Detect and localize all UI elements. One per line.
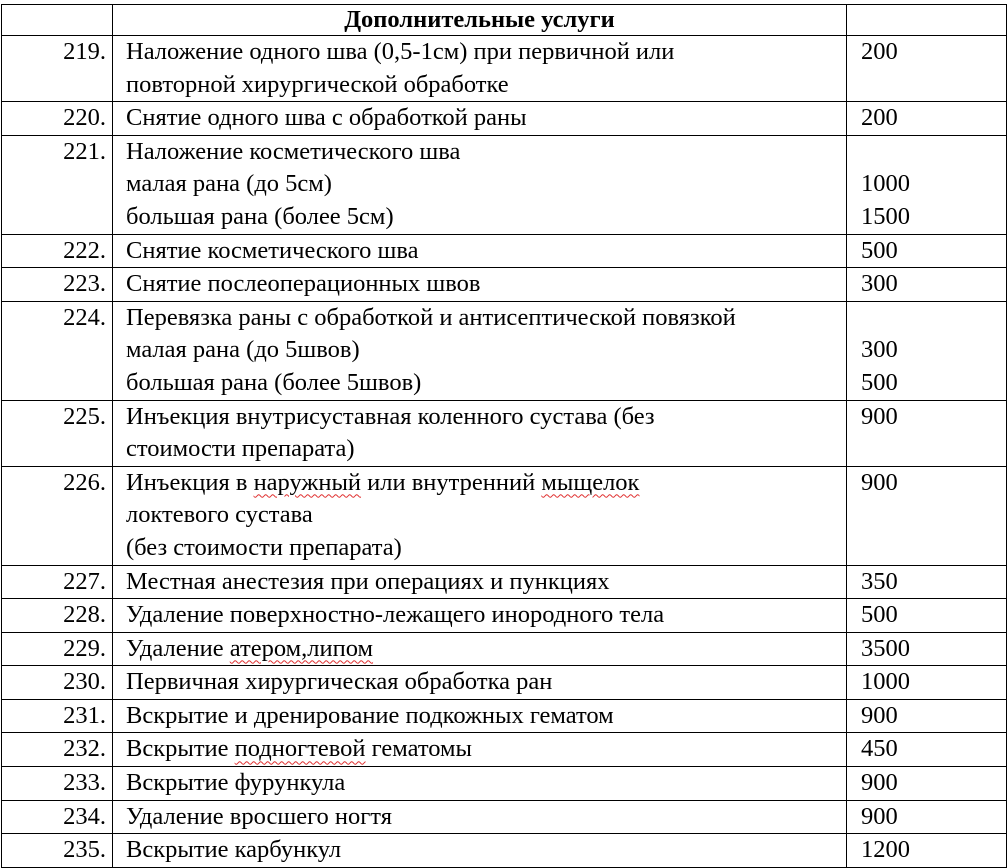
service-price-line: 900 [861,402,898,430]
service-name [113,135,847,234]
service-name-line: повторной хирургической обработке [126,70,509,98]
service-price-line: 300 [861,336,898,364]
row-number: 219. [2,36,113,102]
service-price [847,565,1007,599]
service-name [113,834,847,868]
service-price-line: 900 [861,468,898,496]
service-name-line: Удаление вросшего ногтя [126,802,392,830]
service-name-line: Вскрытие фурункула [126,769,346,797]
service-price-line: 900 [861,769,898,797]
service-name [113,36,847,102]
service-price [847,800,1007,834]
table-row [2,599,1007,633]
service-name [113,466,847,565]
service-price-line: 300 [861,270,898,298]
service-price [847,699,1007,733]
service-price [847,632,1007,666]
service-price-line: 200 [861,38,898,65]
service-name-line: Наложение одного шва (0,5-1см) при первичной или [126,38,675,65]
table-body [2,5,1007,868]
table-row [2,767,1007,801]
service-name [113,400,847,466]
service-price-line: 200 [861,104,898,132]
service-price-line [861,136,1006,169]
table-row [2,632,1007,666]
row-number: 233. [2,767,113,801]
service-name-line: Снятие косметического шва [126,236,419,264]
table-row [2,102,1007,136]
table-row [2,666,1007,700]
service-name-line: Снятие послеоперационных швов [126,270,481,298]
service-name-line: Местная анестезия при операциях и пункциях [126,567,610,595]
service-price [847,834,1007,868]
service-name-line: Вскрытие карбункул [126,836,342,864]
row-number: 226. [2,466,113,565]
table-row [2,234,1007,268]
service-price [847,102,1007,136]
header-price-cell [847,5,1007,36]
section-title: Дополнительные услуги [113,5,847,36]
service-name-line: Удаление поверхностно-лежащего инородного тела [126,601,665,629]
service-name-line: большая рана (более 5см) [126,202,394,230]
service-name-line: Вскрытие подногтевой гематомы [126,735,472,763]
service-price-line: 1500 [861,202,910,230]
service-name [113,102,847,136]
table-row [2,400,1007,466]
row-number: 232. [2,733,113,767]
table-row [2,834,1007,868]
service-name-line: (без стоимости препарата) [126,533,402,561]
service-price [847,767,1007,801]
row-number: 230. [2,666,113,700]
service-name-line: Перевязка раны с обработкой и антисептической повязкой [126,303,736,331]
service-name-line: Удаление атером,липом [126,634,374,662]
service-name-line: малая рана (до 5швов) [126,336,360,364]
service-name [113,733,847,767]
service-name-line: Вскрытие и дренирование подкожных гематом [126,701,614,729]
service-price-line: 1200 [861,836,910,864]
table-row [2,565,1007,599]
service-price-line: 1000 [861,170,910,198]
table-row [2,36,1007,102]
service-name [113,666,847,700]
service-price [847,733,1007,767]
service-name-line: Первичная хирургическая обработка ран [126,668,553,696]
service-name-line: Снятие одного шва с обработкой раны [126,104,527,132]
service-price [847,400,1007,466]
service-price-line: 500 [861,601,898,629]
service-price-line: 350 [861,567,898,595]
service-name-line: Инъекция внутрисуставная коленного сустава (без [126,402,655,430]
service-price-line: 3500 [861,634,910,662]
table-row [2,301,1007,400]
row-number: 221. [2,135,113,234]
service-price-line: 500 [861,368,898,396]
service-name [113,234,847,268]
services-price-table [1,4,1007,868]
service-name [113,599,847,633]
table-row [2,733,1007,767]
row-number: 234. [2,800,113,834]
service-price [847,666,1007,700]
service-name [113,268,847,302]
service-price-line: 900 [861,701,898,729]
service-name [113,301,847,400]
table-row [2,268,1007,302]
header-row [2,5,1007,36]
service-name-line: стоимости препарата) [126,435,355,463]
header-num-cell [2,5,113,36]
row-number: 224. [2,301,113,400]
service-name [113,565,847,599]
table-row [2,800,1007,834]
service-name [113,699,847,733]
table-row [2,135,1007,234]
row-number: 220. [2,102,113,136]
service-price [847,599,1007,633]
service-price [847,268,1007,302]
service-price [847,36,1007,102]
row-number: 222. [2,234,113,268]
row-number: 235. [2,834,113,868]
service-price-line: 1000 [861,668,910,696]
service-price-line: 450 [861,735,898,763]
service-name-line: малая рана (до 5см) [126,170,332,198]
service-price [847,234,1007,268]
service-price-line [861,302,1006,335]
service-name-line: Наложение косметического шва [126,137,461,165]
row-number: 229. [2,632,113,666]
service-name [113,632,847,666]
service-name-line: Инъекция в наружный или внутренний мыщелок [126,468,640,496]
service-price [847,301,1007,400]
row-number: 225. [2,400,113,466]
table-row [2,466,1007,565]
service-price-line: 900 [861,802,898,830]
row-number: 228. [2,599,113,633]
service-price [847,466,1007,565]
service-name [113,767,847,801]
table-row [2,699,1007,733]
service-name-line: локтевого сустава [126,501,313,529]
service-name [113,800,847,834]
service-name-line: большая рана (более 5швов) [126,368,422,396]
service-price-line: 500 [861,236,898,264]
row-number: 223. [2,268,113,302]
row-number: 231. [2,699,113,733]
service-price [847,135,1007,234]
row-number: 227. [2,565,113,599]
